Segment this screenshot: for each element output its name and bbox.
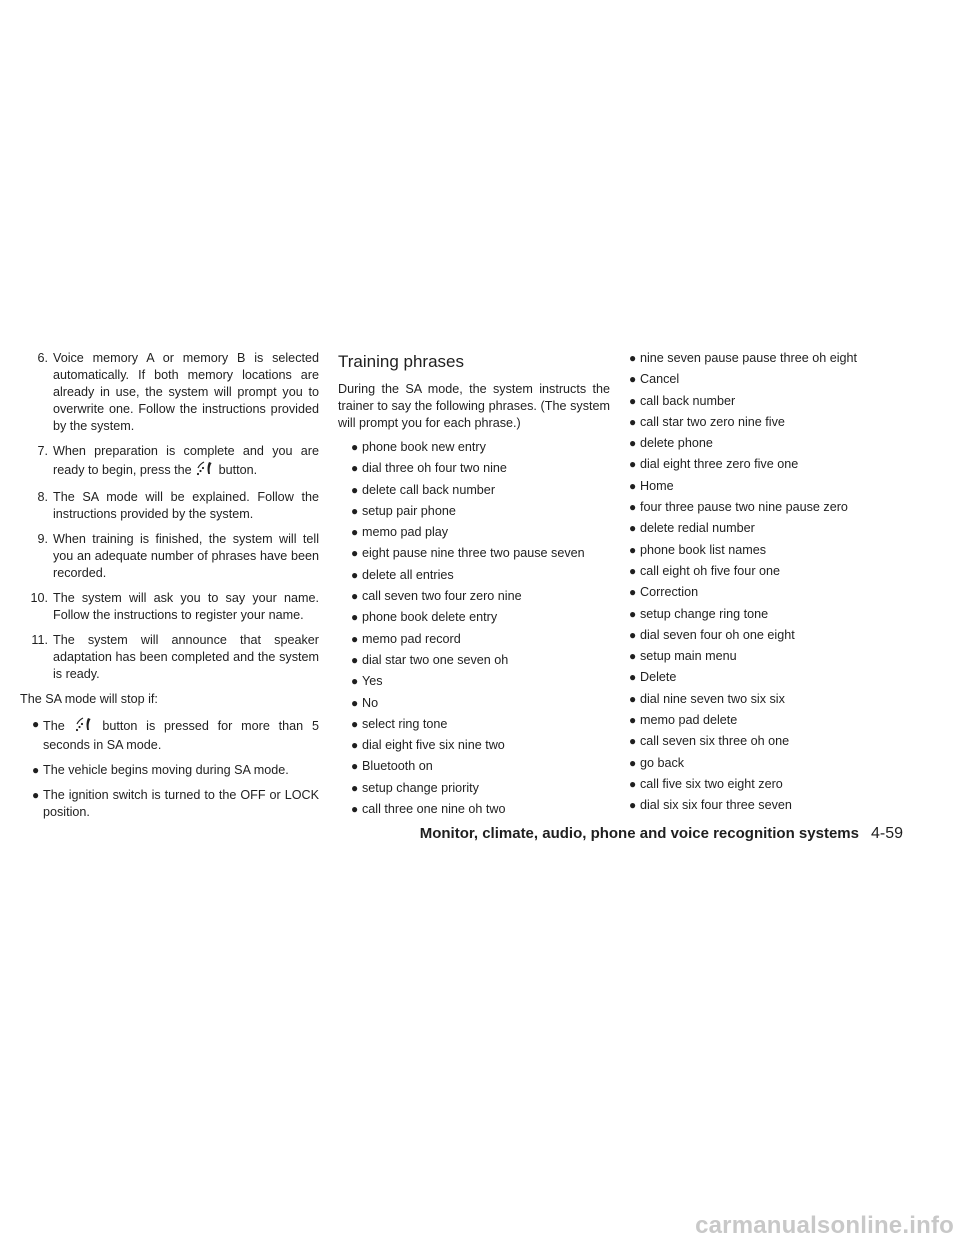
phrase-text: dial eight five six nine two [362, 738, 505, 753]
left-column [20, 350, 319, 829]
stop-condition-1 [20, 716, 319, 754]
phrase-text: dial eight three zero five one [640, 457, 799, 472]
step-9 [20, 531, 319, 582]
phrase-text: memo pad record [362, 631, 461, 646]
phrase-item [629, 584, 905, 601]
bullet-icon: ● [629, 734, 637, 749]
bullet-icon: ● [629, 755, 637, 770]
bullet-icon: ● [351, 440, 359, 454]
phrase-text: nine seven pause pause three oh eight [640, 351, 858, 365]
bullet-icon: ● [351, 503, 359, 518]
bullet-icon: ● [32, 717, 40, 731]
bullet-text: The vehicle begins moving during SA mode. [43, 763, 289, 777]
bullet-icon: ● [629, 414, 637, 429]
phrase-item [629, 712, 905, 729]
bullet-icon: ● [629, 798, 637, 813]
phrase-item [629, 456, 905, 473]
bullet-icon: ● [351, 631, 359, 646]
phone-talk-icon [196, 460, 214, 481]
phrase-text: delete all entries [362, 567, 454, 582]
phrase-item [629, 606, 905, 623]
phrase-text: delete phone [640, 436, 713, 451]
bullet-icon: ● [629, 393, 637, 408]
bullet-icon: ● [351, 652, 359, 667]
phrase-item [338, 652, 610, 669]
phrase-text: Bluetooth on [362, 759, 433, 774]
phrase-text: call seven two four zero nine [362, 589, 522, 604]
bullet-icon: ● [629, 372, 637, 387]
phone-talk-icon [75, 716, 93, 737]
phrase-item [338, 524, 610, 541]
step-text: The system will ask you to say your name. Follow the instructions to register your name. [53, 591, 319, 622]
bullet-icon: ● [351, 546, 359, 561]
bullet-icon: ● [629, 606, 637, 621]
bullet-text [43, 716, 319, 754]
phrase-text: phone book list names [640, 542, 767, 557]
phrase-item [629, 499, 905, 516]
phrase-item [338, 439, 610, 456]
phrase-text: Cancel [640, 372, 680, 387]
step-text-before: When preparation is complete and you are ready to begin, press the [53, 444, 319, 477]
phrase-text: go back [640, 755, 685, 770]
bullet-icon: ● [629, 436, 637, 451]
step-number: 6. [37, 351, 48, 365]
phrase-text: four three pause two nine pause zero [640, 500, 848, 515]
bullet-icon: ● [351, 674, 359, 689]
bullet-icon: ● [351, 610, 359, 625]
bullet-icon: ● [351, 567, 359, 582]
bullet-icon: ● [351, 716, 359, 731]
bullet-icon: ● [629, 500, 637, 515]
phrase-item [629, 691, 905, 708]
phrase-item [629, 669, 905, 686]
bullet-icon: ● [32, 788, 40, 802]
phrase-text: eight pause nine three two pause seven [362, 546, 585, 561]
step-6 [20, 350, 319, 435]
phrase-text: Home [640, 478, 674, 493]
bullet-icon: ● [351, 482, 359, 497]
phrase-text: call back number [640, 393, 736, 408]
phrase-text: dial three oh four two nine [362, 461, 507, 476]
phrase-list [629, 350, 905, 814]
step-text: When training is finished, the system will tell you an adequate number of phrases have been recorded. [53, 532, 319, 580]
bullet-icon: ● [351, 589, 359, 604]
phrase-text: memo pad delete [640, 713, 738, 728]
middle-column [338, 350, 610, 822]
bullet-icon: ● [351, 802, 359, 817]
phrase-item [338, 609, 610, 626]
step-text: The SA mode will be explained. Follow the instructions provided by the system. [53, 490, 319, 521]
bullet-icon: ● [351, 695, 359, 710]
bullet-icon: ● [351, 780, 359, 795]
phrase-item [338, 567, 610, 584]
phrase-text: No [362, 695, 379, 710]
step-7 [20, 443, 319, 481]
stop-condition-3 [20, 787, 319, 821]
bullet-icon: ● [629, 563, 637, 578]
step-11 [20, 632, 319, 683]
phrase-text: dial seven four oh one eight [640, 627, 795, 642]
phrase-text: memo pad play [362, 525, 449, 540]
phrase-item [629, 414, 905, 431]
bullet-icon: ● [629, 649, 637, 664]
phrase-text: call seven six three oh one [640, 734, 790, 749]
bullet-icon: ● [351, 738, 359, 753]
step-number: 9. [37, 532, 48, 546]
bullet-icon: ● [351, 759, 359, 774]
phrase-text: delete redial number [640, 521, 755, 536]
bullet-icon: ● [629, 521, 637, 536]
bullet-text: The ignition switch is turned to the OFF or LOCK position. [43, 788, 319, 819]
step-number: 7. [37, 444, 48, 458]
section-intro: During the SA mode, the system instructs the trainer to say the following phrases. (The system will prompt you for each phrase.) [338, 382, 610, 430]
step-text [53, 443, 319, 481]
phrase-item [338, 588, 610, 605]
phrase-text: setup pair phone [362, 503, 456, 518]
phrase-item [629, 776, 905, 793]
phrase-item [629, 371, 905, 388]
right-column [629, 350, 905, 819]
phrase-text: dial six six four three seven [640, 798, 792, 813]
stop-condition-2 [20, 762, 319, 779]
phrase-item [629, 520, 905, 537]
phrase-item [629, 563, 905, 580]
phrase-item [338, 758, 610, 775]
phrase-item [338, 460, 610, 477]
phrase-item [338, 737, 610, 754]
phrase-item [629, 797, 905, 814]
stop-intro: The SA mode will stop if: [20, 692, 158, 706]
phrase-text: call three one nine oh two [362, 802, 506, 817]
step-number: 10. [30, 591, 48, 605]
phrase-text: call star two zero nine five [640, 414, 785, 429]
watermark: carmanualsonline.info [695, 1212, 954, 1239]
bullet-icon: ● [32, 763, 40, 777]
phrase-item [629, 733, 905, 750]
step-text: The system will announce that speaker adaptation has been completed and the system is ready. [53, 633, 319, 681]
phrase-item [629, 648, 905, 665]
bullet-icon: ● [629, 627, 637, 642]
phrase-item [629, 755, 905, 772]
phrase-item [629, 435, 905, 452]
step-text: Voice memory A or memory B is selected automatically. If both memory locations are already in use, the system will prompt you to overwrite one. Follow the instructions provided by the system. [53, 351, 319, 433]
phrase-text: setup main menu [640, 649, 737, 664]
phrase-item [338, 631, 610, 648]
phrase-item [629, 393, 905, 410]
phrase-item [338, 673, 610, 690]
stop-text-after: button is pressed for more than 5 seconds in SA mode. [43, 719, 320, 752]
phrase-text: Yes [362, 674, 383, 689]
step-text-after: button. [218, 463, 258, 477]
section-title: Training phrases [338, 352, 464, 371]
phrase-text: Correction [640, 585, 699, 600]
stop-text-before: The [43, 719, 65, 733]
phrase-text: dial star two one seven oh [362, 652, 509, 667]
phrase-item [338, 695, 610, 712]
step-number: 8. [37, 490, 48, 504]
bullet-icon: ● [351, 525, 359, 540]
step-10 [20, 590, 319, 624]
phrase-item [338, 716, 610, 733]
phrase-text: phone book new entry [362, 440, 486, 454]
phrase-item [629, 350, 905, 367]
phrase-text: setup change priority [362, 780, 479, 795]
phrase-list [338, 439, 610, 818]
bullet-icon: ● [629, 542, 637, 557]
page-number: 4-59 [870, 825, 903, 842]
bullet-icon: ● [629, 585, 637, 600]
phrase-text: call eight oh five four one [640, 563, 781, 578]
phrase-text: dial nine seven two six six [640, 691, 785, 706]
bullet-icon: ● [351, 461, 359, 476]
bullet-icon: ● [629, 457, 637, 472]
phrase-item [338, 801, 610, 818]
bullet-icon: ● [629, 351, 637, 365]
bullet-icon: ● [629, 670, 637, 685]
phrase-item [338, 780, 610, 797]
phrase-item [629, 542, 905, 559]
phrase-text: select ring tone [362, 716, 448, 731]
phrase-item [338, 482, 610, 499]
bullet-icon: ● [629, 713, 637, 728]
step-number: 11. [31, 633, 48, 647]
bullet-icon: ● [629, 691, 637, 706]
phrase-text: call five six two eight zero [640, 776, 783, 791]
phrase-item [338, 503, 610, 520]
phrase-item [629, 627, 905, 644]
bullet-icon: ● [629, 478, 637, 493]
phrase-text: setup change ring tone [640, 606, 769, 621]
phrase-text: phone book delete entry [362, 610, 498, 625]
phrase-item [629, 478, 905, 495]
phrase-item [338, 545, 610, 562]
phrase-text: Delete [640, 670, 677, 685]
page-footer [420, 824, 903, 844]
bullet-icon: ● [629, 776, 637, 791]
phrase-text: delete call back number [362, 482, 496, 497]
footer-section-title: Monitor, climate, audio, phone and voice recognition systems [419, 825, 859, 842]
step-8 [20, 489, 319, 523]
